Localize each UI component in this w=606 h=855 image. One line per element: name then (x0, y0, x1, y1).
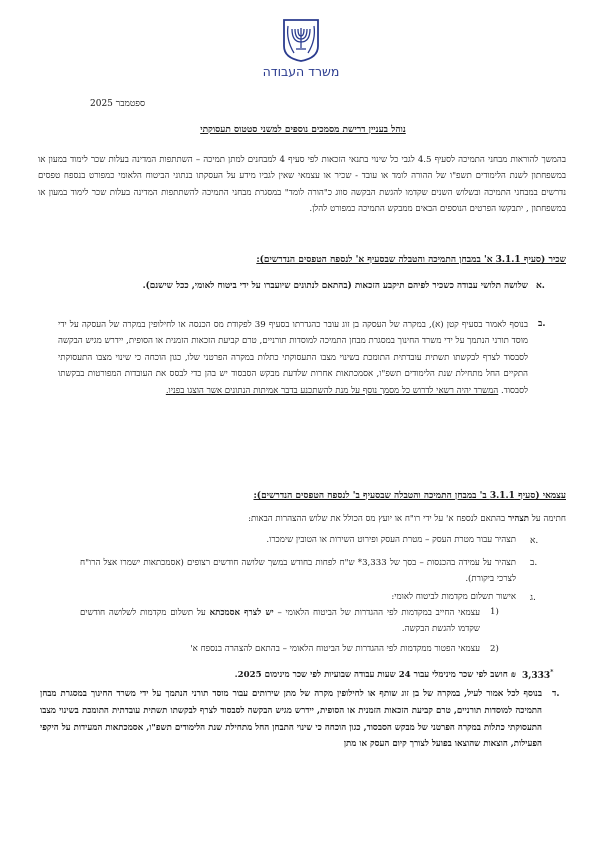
employee-item-a: שלושה תלושי עבודה כשכיר לפיהם תיקבע הזכאות (בהתאם לנתונים שיועברו על ידי ביטוח לאומי, ככל שישנם). (142, 281, 528, 291)
intro-bold: תצהיר (507, 514, 530, 524)
item-d-paragraph: בנוסף לכל אמור לעיל, במקרה של בן זוג שותף או לחילופין מקרה של מתן שירותים עבור מוסד תורני הנתמך על ידי משרד החינוך במסגרת מבחן התמיכה למוסדות תורניים, טרם קביעת הזכאות הזמנית או הסופית, יידרש מגיש הבקשה לסבסוד לצרף לבקשתו תשתית עובדתית התומכת בשינוי מצבו התעסוקתי כתלות במקרה הפרטני של מבקש הסבסוד, כגון הוכחה כי שינוי התבחן החל מתחילת שנת הלימודים תשפ"ו, אסמכתאות המעידות על היקפי הפעילות, הוצאות שהוצאו בפועל לצורך קיום העסק או מתן (40, 689, 542, 750)
footnote-amount: 3,333* (522, 669, 554, 681)
intro-post: בהתאם לנספח א' על ידי רו"ח או יועץ מס הכולל את שלוש ההצהרות הבאות: (248, 514, 506, 524)
page-title: נוהל בעניין דרישת מסמכים נוספים למשני סטטוס תעסוקתי (200, 125, 406, 135)
self-employed-item-c: אישור תשלום מקדמות לביטוח לאומי: (391, 592, 516, 602)
employee-item-b (58, 317, 528, 399)
section-self-employed-heading: עצמאי (סעיף 3.1.1 ב' במבחן התמיכה והטבלה שבסעיף ב' לנספח הטפסים הנדרשים): (253, 491, 566, 501)
ministry-name: משרד העבודה (262, 64, 340, 79)
intro-paragraph: בהמשך להוראות מבחני התמיכה לסעיף 4.5 לגבי כל שינוי בתנאי הזכאות לפי סעיף 4 למבחנים למתן תמיכה – השתתפות המדינה בעלות שכר לימוד במעון או במשפחתון לשנת הלימודים תשפ"ו של ההורה לומד או עובד - שכיר או עצמאי שאין לגביו מידע על העסקתו בנתוני הביטוח הלאומי כמפורט בנספח טפסים נדרשים במבחני התמיכה ובשלוש השנים שקדמו להגשת הבקשה סווג כ"הורה לומד" במסגרת מבחני התמיכה להשתתפות המדינה בעלות שכר לימוד במעון או במשפחתון , יתבקשו הפרטים הנוספים הבאים ממבקש התמיכה כמפורט להלן. (38, 155, 566, 215)
footnote-text: ₪ חושב לפי שכר מינימלי עבור 24 שעות עבודה שבועיות לפי שכר מינימום 2025. (234, 670, 516, 680)
section-employee-heading: שכיר (סעיף 3.1.1 א' במבחן התמיכה והטבלה שבסעיף א' לנספח הטפסים הנדרשים): (256, 255, 566, 265)
item-marker: ג. (530, 593, 536, 603)
employee-item-b-text: בנוסף לאמור בסעיף קטן (א), במקרה של העסקה בן זוג עובר כהגדרתו בסעיף 39 לפקודת מס הכנסה או לחילופין במקרה של העסקה על ידי מוסד תורני הנתמך על ידי משרד החינוך במסגרת מבחן התמיכה למוסדות תורניים, טרם קביעת הזכאות הזמנית או הסופית, יידרש מגיש הבקשה לסבסוד לצרף לבקשתו תשתית עובדתית התומכת בשינוי מצבו התעסוקתי כתלות במקרה הפרטני שלו, כגון הוכחה כי שינוי מצבו התעסוקתי התקיים החל מתחילת שנת הלימודים תשפ"ו, אסמכתאות אחרות שלדעת מבקש הסבסוד יש בהן כדי לבסס את העובדות המפורטות בבקשתו לסבסוד. (58, 320, 528, 396)
sub-item-marker: 2) (490, 644, 499, 654)
self-employed-item-a: תצהיר עבור מטרת העסק – מטרת העסק ופירוט השירות או הטובין שימכרו. (266, 535, 516, 545)
self-employed-sub-2: עצמאי הפטור ממקדמות לפי ההגדרות של הביטוח הלאומי – בהתאם להצהרה בנספח א' (190, 644, 480, 654)
item-marker: ד. (552, 689, 560, 699)
employee-item-b-underlined: המשרד יהיה רשאי לדרוש כל מסמך נוסף על מנת להשתכנע בדבר אמיתות הנתונים אשר הוצגו בפניו. (165, 385, 499, 396)
self-employed-sub-1 (80, 605, 480, 638)
intro-pre: חתימה על (531, 514, 566, 524)
sub1-pre: עצמאי החייב במקדמות לפי ההגדרות של הביטוח הלאומי – (277, 608, 481, 618)
item-marker: ב. (538, 319, 546, 329)
self-employed-intro (60, 512, 566, 527)
document-date: ספטמבר 2025 (90, 99, 146, 109)
menorah-emblem-icon (278, 16, 324, 62)
self-employed-item-b: תצהיר על עמידה בהכנסות – בסך של 3,333* ש"ח לפחות בחודש במשך שלושה חודשים רצופים (אסמכתאות ישמרו אצל הרו"ח לצרכי ביקורת). (80, 558, 517, 585)
sub1-post: על תשלום מקדמות לשלושה חודשים שקדמו להגשת הבקשה. (80, 608, 480, 635)
footnote-amount-value: 3,333 (522, 671, 551, 681)
item-marker: א. (530, 536, 539, 546)
sub-item-marker: 1) (490, 607, 499, 617)
sub1-bold: יש לצרף אסמכתא (209, 608, 274, 618)
item-marker: א. (536, 281, 545, 291)
item-marker: ב. (530, 558, 538, 568)
